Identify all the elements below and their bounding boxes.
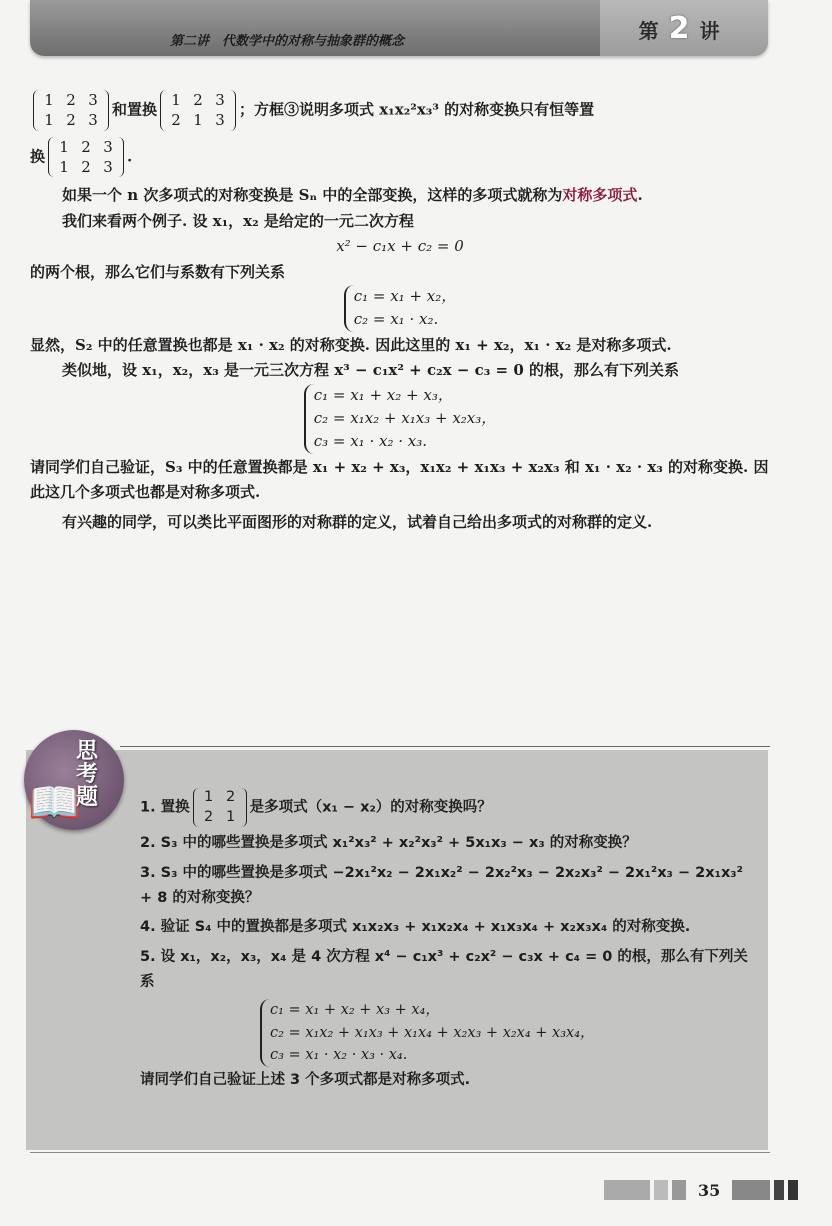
matrix-identity: 1 2 3 1 2 3 [33, 90, 109, 131]
page-header [30, 0, 768, 56]
question-1-a: 1. 置换 [140, 799, 190, 816]
text-period: . [127, 146, 133, 165]
book-icon: 📖 [28, 778, 81, 827]
line-2 [30, 137, 770, 178]
system-1-wrap [30, 285, 770, 333]
question-3: 3. S₃ 中的哪些置换是多项式 −2x₁²x₂ − 2x₁x₂² − 2x₂²x₃ − 2x₂x₃² − 2x₁²x₃ − 2x₁x₃² + 8 的对称变换？ [140, 864, 743, 906]
chapter-suffix: 讲 [699, 18, 730, 43]
question-end: 请同学们自己验证上述 3 个多项式都是对称多项式. [140, 1071, 471, 1088]
think-badge-label: 思考题 [76, 739, 99, 811]
think-badge [24, 730, 124, 830]
main-text [30, 90, 770, 535]
chapter-tab [600, 0, 768, 56]
system-3-wrap [140, 999, 760, 1067]
chapter-label [639, 11, 730, 46]
question-1 [140, 788, 760, 827]
footer-bar-block [654, 1180, 668, 1200]
matrix-identity-2: 1 2 3 1 2 3 [48, 137, 124, 178]
page-footer [604, 1178, 798, 1202]
quadratic-equation: x² − c₁x + c₂ = 0 [336, 237, 464, 255]
question-4: 4. 验证 S₄ 中的置换都是多项式 x₁x₂x₃ + x₁x₂x₄ + x₁x₃x₄ + x₂x₃x₄ 的对称变换. [140, 919, 691, 936]
text-huan: 换 [30, 146, 46, 165]
system-1: c₁ = x₁ + x₂， c₂ = x₁ · x₂. [344, 285, 457, 332]
footer-bar-block [788, 1180, 798, 1200]
header-title: 第二讲 代数学中的对称与抽象群的概念 [170, 34, 405, 49]
system-3: c₁ = x₁ + x₂ + x₃ + x₄， c₂ = x₁x₂ + x₁x₃ + x₁x₄ + x₂x₃ + x₂x₄ + x₃x₄， c₃ = x₁ · x₂ · x₃ · x₄. [260, 999, 595, 1066]
term-symmetric-polynomial: 对称多项式 [562, 186, 638, 204]
definition-text: 如果一个 n 次多项式的对称变换是 Sₙ 中的全部变换，这样的多项式就称为 [62, 186, 563, 204]
similar-paragraph: 类似地，设 x₁，x₂，x₃ 是一元三次方程 x³ − c₁x² + c₂x − c₃ = 0 的根，那么有下列关系 [62, 361, 679, 380]
footer-bar-block [732, 1180, 770, 1200]
footer-bar-block [774, 1180, 784, 1200]
text-and-permutation: 和置换 [112, 100, 158, 119]
footer-bar-block [672, 1180, 686, 1200]
roots-paragraph: 的两个根，那么它们与系数有下列关系 [30, 262, 286, 281]
think-questions [140, 788, 760, 1097]
think-divider [120, 746, 770, 747]
chapter-number: 2 [668, 10, 690, 46]
page-number: 35 [698, 1180, 721, 1200]
question-1-b: 是多项式（x₁ − x₂）的对称变换吗？ [249, 799, 492, 816]
example-paragraph: 我们来看两个例子. 设 x₁，x₂ 是给定的一元二次方程 [62, 211, 414, 230]
question-1-matrix: 1 2 2 1 [193, 788, 247, 827]
text-box3: ；方框③说明多项式 x₁x₂²x₃³ 的对称变换只有恒等置 [239, 100, 595, 119]
footer-bar-block [604, 1180, 650, 1200]
system-2-wrap [30, 384, 770, 455]
question-5: 5. 设 x₁，x₂，x₃，x₄ 是 4 次方程 x⁴ − c₁x³ + c₂x² − c₃x + c₄ = 0 的根，那么有下列关系 [140, 948, 748, 990]
obvious-paragraph: 显然，S₂ 中的任意置换也都是 x₁ · x₂ 的对称变换. 因此这里的 x₁ + x₂，x₁ · x₂ 是对称多项式. [30, 335, 672, 354]
verify-paragraph: 请同学们自己验证，S₃ 中的任意置换都是 x₁ + x₂ + x₃，x₁x₂ + x₁x₃ + x₂x₃ 和 x₁ · x₂ · x₃ 的对称变换. 因此这几个多项式也都是对称多项式. [30, 457, 769, 502]
definition-end: . [637, 186, 643, 204]
bottom-rule [30, 1152, 770, 1153]
line-1 [30, 90, 770, 131]
chapter-prefix: 第 [638, 18, 669, 43]
system-2: c₁ = x₁ + x₂ + x₃， c₂ = x₁x₂ + x₁x₃ + x₂x₃， c₃ = x₁ · x₂ · x₃. [304, 384, 497, 454]
matrix-swap: 1 2 3 2 1 3 [160, 90, 236, 131]
question-2: 2. S₃ 中的哪些置换是多项式 x₁²x₃² + x₂²x₃² + 5x₁x₃ − x₃ 的对称变换？ [140, 835, 637, 852]
definition-paragraph [30, 183, 770, 209]
interest-paragraph: 有兴趣的同学，可以类比平面图形的对称群的定义，试着自己给出多项式的对称群的定义. [62, 512, 653, 531]
